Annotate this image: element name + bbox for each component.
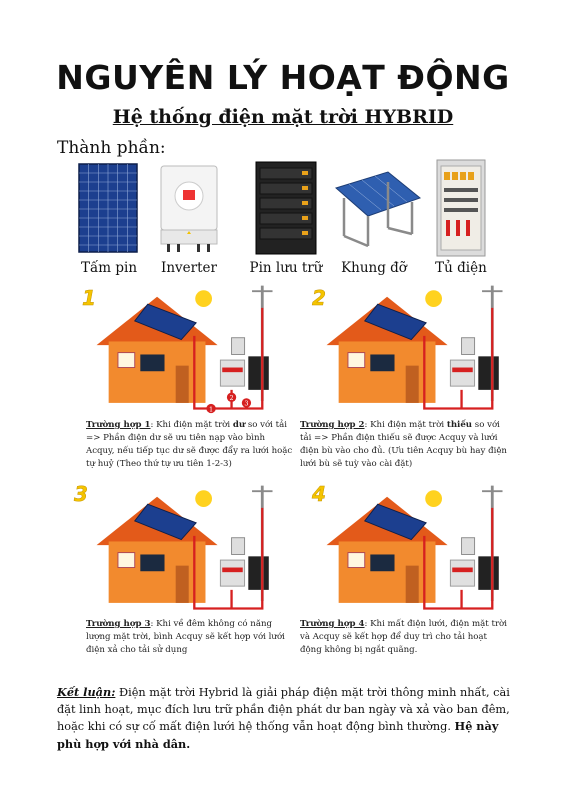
component-label: Tủ điện bbox=[435, 260, 487, 276]
case-label: Trường hợp 1 bbox=[86, 420, 151, 430]
case-4-diagram bbox=[300, 480, 530, 615]
case-label: Trường hợp 4 bbox=[300, 619, 365, 629]
components-heading: Thành phần: bbox=[57, 138, 166, 158]
case-1-marker: 2 bbox=[229, 394, 234, 403]
case-4-number: 4 bbox=[312, 482, 326, 506]
case-1-description: Trường hợp 1: Khi điện mặt trời dư so với tải => Phần điện dư sẽ ưu tiên nạp vào bình Acquy, nếu tiếp tục dư sẽ được đẩy ra lưới hoặc tự huỷ (Theo thứ tự ưu tiên 1-2-3) bbox=[86, 420, 293, 469]
conclusion-emphasis: Hệ này phù hợp với nhà dân. bbox=[57, 719, 499, 751]
component-label: Pin lưu trữ bbox=[249, 260, 323, 276]
case-1-marker: 3 bbox=[244, 399, 249, 408]
component-label: Inverter bbox=[161, 260, 217, 276]
component-label: Tấm pin bbox=[80, 260, 138, 276]
conclusion-text: Điện mặt trời Hybrid là giải pháp điện mặt trời thông minh nhất, cài đặt linh hoạt, mục đích lưu trữ phần điện phát dư ban ngày và xả vào ban đêm, hoặc khi có sự cố mất điện lưới hệ thống vẫn hoạt động bình thường. bbox=[57, 686, 510, 733]
case-3-diagram bbox=[70, 480, 300, 615]
battery-storage-icon bbox=[238, 158, 334, 258]
component-label: Khung đỡ bbox=[341, 260, 407, 276]
case-label: Trường hợp 3 bbox=[86, 619, 151, 629]
case-1-marker: 1 bbox=[208, 405, 214, 414]
conclusion-label: Kết luận: bbox=[57, 685, 116, 699]
component-frame bbox=[326, 158, 422, 276]
component-cabinet bbox=[413, 158, 509, 276]
case-1-diagram bbox=[70, 280, 300, 415]
mounting-frame-icon bbox=[326, 158, 422, 258]
inverter-icon bbox=[141, 158, 237, 258]
component-battery bbox=[238, 158, 334, 276]
electrical-cabinet-icon bbox=[413, 158, 509, 258]
case-2-diagram bbox=[300, 280, 530, 415]
conclusion bbox=[57, 684, 519, 753]
page-title: NGUYÊN LÝ HOẠT ĐỘNG bbox=[56, 58, 510, 97]
case-2-number: 2 bbox=[312, 286, 326, 310]
case-2-description: Trường hợp 2: Khi điện mặt trời thiếu so với tải => Phần điện thiếu sẽ được Acquy và lưới điện bù vào cho đủ. (Ưu tiên Acquy bù hay điện lưới bù sẽ tuỳ vào cài đặt) bbox=[300, 420, 507, 469]
case-1-number: 1 bbox=[82, 286, 96, 310]
case-label: Trường hợp 2 bbox=[300, 420, 365, 430]
page-subtitle: Hệ thống điện mặt trời HYBRID bbox=[112, 106, 454, 128]
case-3-number: 3 bbox=[74, 482, 88, 506]
component-inverter bbox=[141, 158, 237, 276]
case-3-description: Trường hợp 3: Khi về đêm không có năng lượng mặt trời, bình Acquy sẽ kết hợp với lưới điện xả cho tải sử dụng bbox=[86, 619, 285, 655]
case-4-description: Trường hợp 4: Khi mất điện lưới, điện mặt trời và Acquy sẽ kết hợp để duy trì cho tải hoạt động không bị ngắt quãng. bbox=[300, 619, 507, 655]
